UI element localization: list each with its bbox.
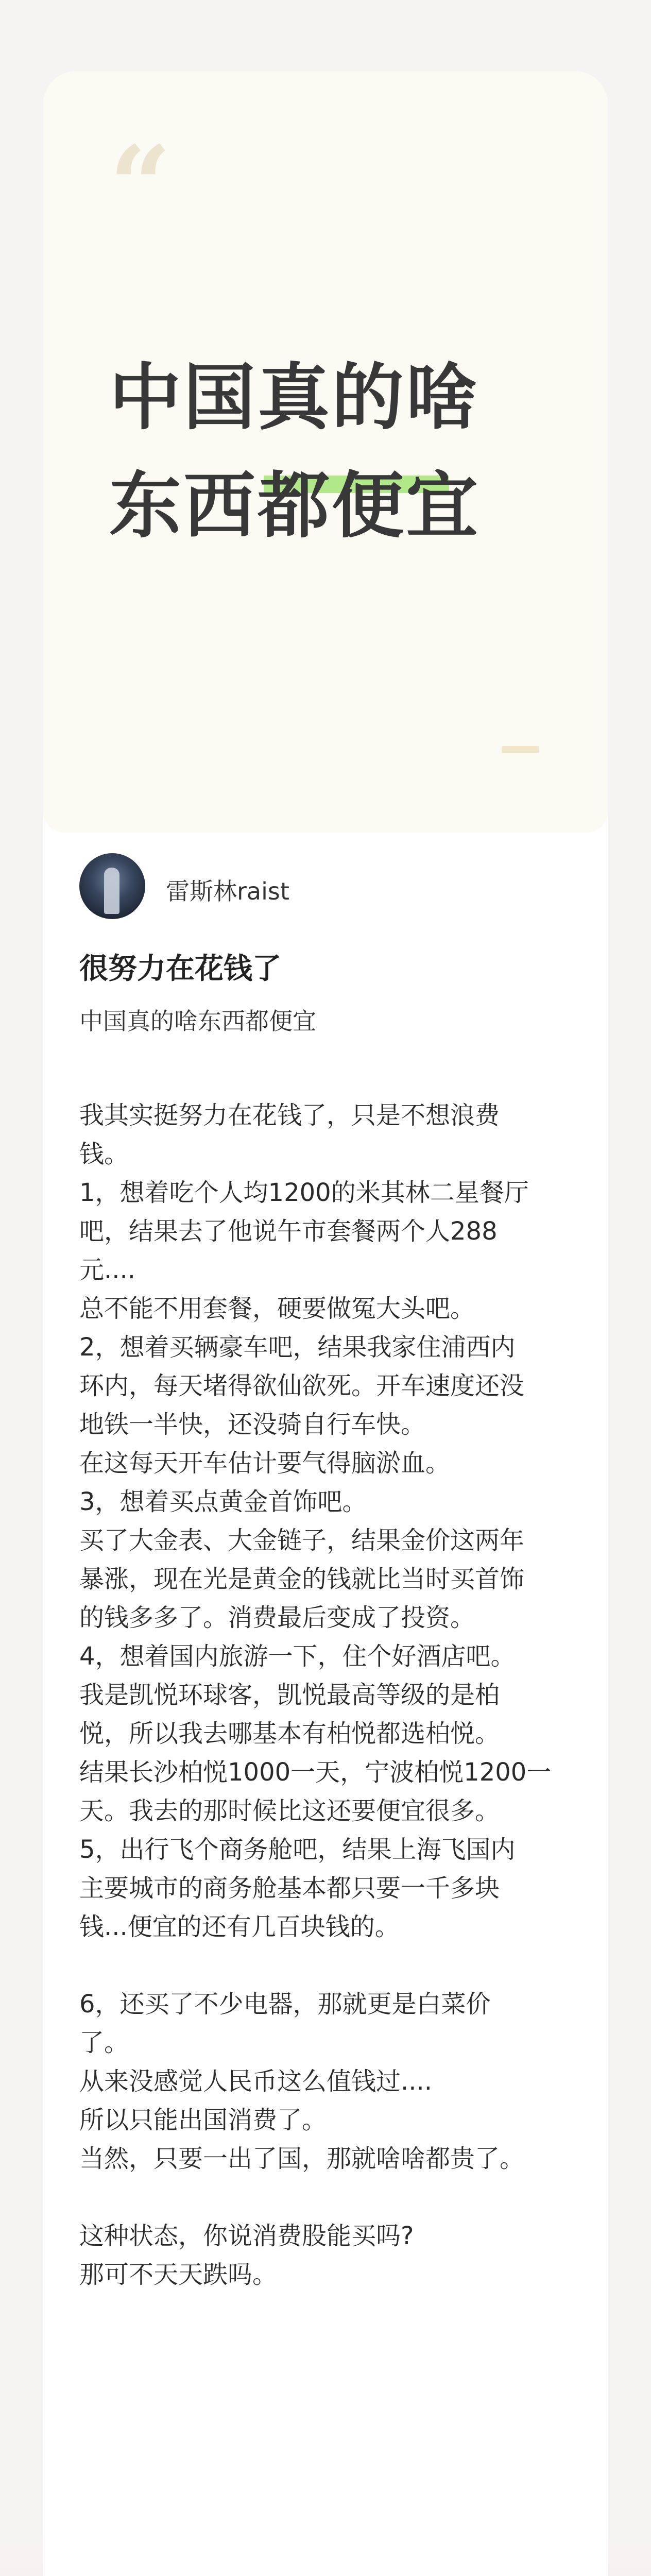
body-line: 主要城市的商务舱基本都只要一千多块	[79, 1874, 500, 1903]
cover-decoration	[502, 746, 539, 753]
cover-title: 中国真的啥 东西都便宜	[109, 356, 481, 548]
body-line: 我是凯悦环球客，凯悦最高等级的是柏	[79, 1681, 500, 1709]
body-line: 6，还买了不少电器，那就更是白菜价	[79, 1990, 491, 2019]
body-line: 的钱多多了。消费最后变成了投资。	[79, 1603, 475, 1632]
body-line: 4，想着国内旅游一下，住个好酒店吧。	[79, 1642, 516, 1671]
body-line: 从来没感觉人民币这么值钱过....	[79, 2067, 433, 2096]
paragraph-gap	[79, 2178, 615, 2217]
quote-mark-icon: “	[109, 122, 172, 249]
body-line: 悦，所以我去哪基本有柏悦都选柏悦。	[79, 1719, 500, 1748]
body-line: 钱...便宜的还有几百块钱的。	[79, 1912, 400, 1941]
body-line: 钱。	[79, 1140, 129, 1168]
body-line: 1，想着吃个人均1200的米其林二星餐厅	[79, 1178, 529, 1207]
post-title: 很努力在花钱了	[79, 952, 281, 986]
body-line: 了。	[79, 2028, 129, 2057]
post-subtitle: 中国真的啥东西都便宜	[79, 1007, 316, 1035]
body-line: 买了大金表、大金链子，结果金价这两年	[79, 1526, 525, 1555]
post-body	[79, 1096, 615, 2294]
body-line: 总不能不用套餐，硬要做冤大头吧。	[79, 1294, 475, 1323]
body-line: 环内，每天堵得欲仙欲死。开车速度还没	[79, 1371, 525, 1400]
body-line: 所以只能出国消费了。	[79, 2106, 327, 2134]
body-line: 2，想着买辆豪车吧，结果我家住浦西内	[79, 1333, 516, 1362]
body-line: 吧，结果去了他说午市套餐两个人288	[79, 1217, 498, 1246]
note-card	[43, 71, 608, 2576]
body-line: 5，出行飞个商务舱吧，结果上海飞国内	[79, 1835, 516, 1864]
body-line: 元....	[79, 1256, 136, 1284]
body-line: 我其实挺努力在花钱了，只是不想浪费	[79, 1101, 500, 1130]
avatar[interactable]	[79, 853, 145, 919]
body-line: 结果长沙柏悦1000一天，宁波柏悦1200一	[79, 1758, 552, 1787]
body-line: 这种状态，你说消费股能买吗?	[79, 2222, 414, 2250]
author-name[interactable]: 雷斯林raist	[166, 877, 289, 905]
body-line: 暴涨，现在光是黄金的钱就比当时买首饰	[79, 1565, 525, 1594]
body-line: 那可不天天跌吗。	[79, 2260, 278, 2289]
body-line: 3，想着买点黄金首饰吧。	[79, 1487, 367, 1516]
body-line: 当然，只要一出了国，那就啥啥都贵了。	[79, 2144, 525, 2173]
cover-image[interactable]	[43, 71, 608, 833]
paragraph-gap	[79, 1946, 615, 1985]
body-line: 在这每天开车估计要气得脑淤血。	[79, 1449, 451, 1478]
author-row[interactable]	[79, 853, 543, 920]
body-line: 天。我去的那时候比这还要便宜很多。	[79, 1797, 500, 1825]
body-line: 地铁一半快，还没骑自行车快。	[79, 1410, 426, 1439]
